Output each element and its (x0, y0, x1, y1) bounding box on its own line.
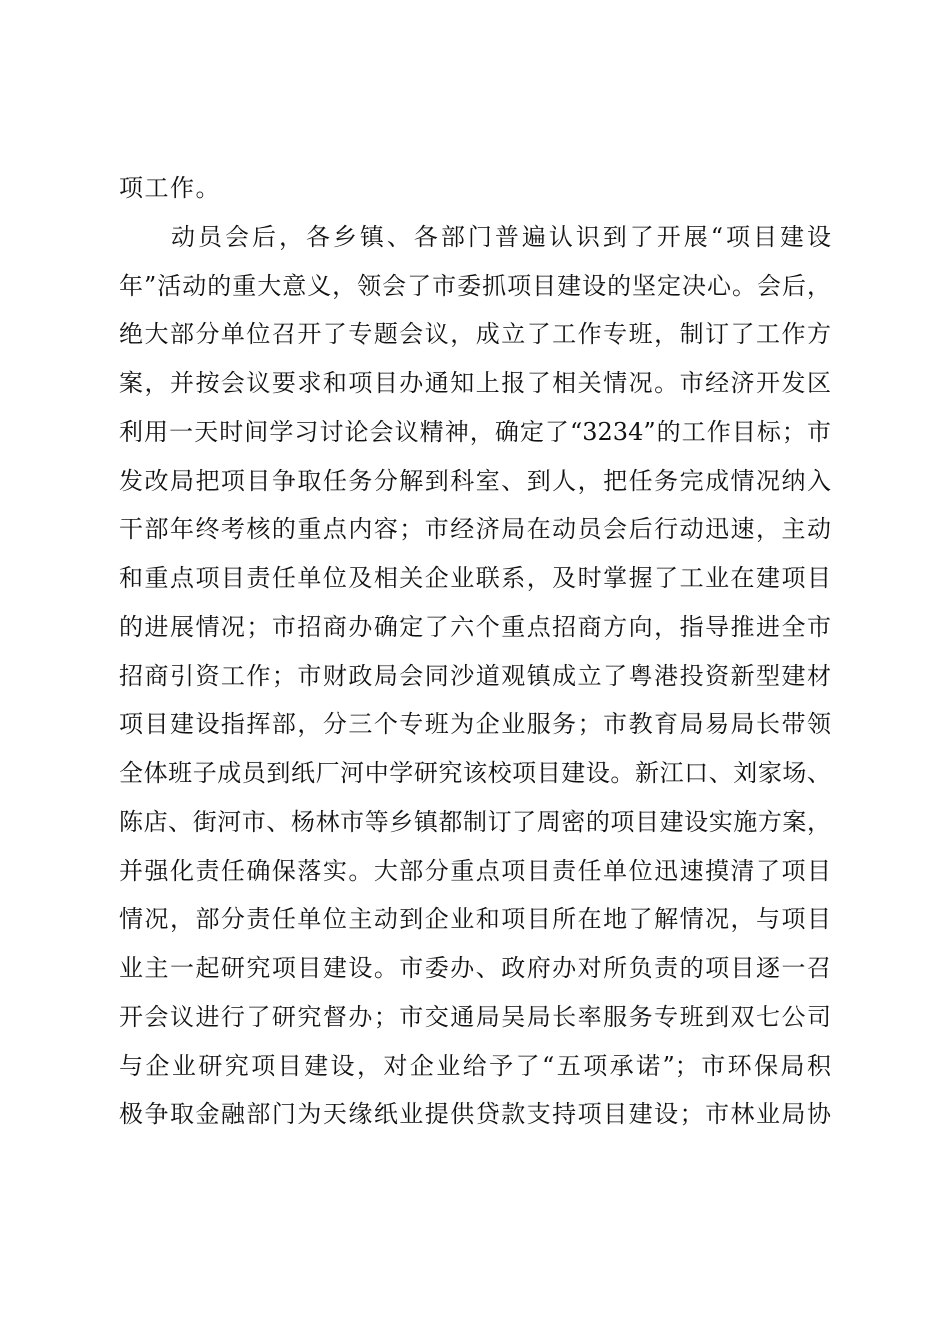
paragraph-line-20: 极争取金融部门为天缘纸业提供贷款支持项目建设；市林业局协 (119, 1100, 831, 1129)
paragraph-line-13: 全体班子成员到纸厂河中学研究该校项目建设。新江口、刘家场、 (119, 759, 831, 787)
paragraph-line-9: 和重点项目责任单位及相关企业联系，及时掌握了工业在建项目 (119, 564, 831, 592)
paragraph-line-12: 项目建设指挥部，分三个专班为企业服务；市教育局易局长带领 (119, 710, 831, 739)
paragraph-line-1: 项工作。 (119, 174, 221, 202)
paragraph-line-15: 并强化责任确保落实。大部分重点项目责任单位迅速摸清了项目 (119, 856, 831, 885)
paragraph-line-7: 发改局把项目争取任务分解到科室、到人，把任务完成情况纳入 (119, 466, 831, 495)
paragraph-line-17: 业主一起研究项目建设。市委办、政府办对所负责的项目逐一召 (119, 954, 831, 982)
paragraph-line-14: 陈店、街河市、杨林市等乡镇都制订了周密的项目建设实施方案， (119, 807, 831, 836)
paragraph-line-4: 绝大部分单位召开了专题会议，成立了工作专班，制订了工作方 (119, 320, 831, 349)
paragraph-line-19: 与企业研究项目建设，对企业给予了“五项承诺”；市环保局积 (119, 1051, 831, 1080)
paragraph-line-6: 利用一天时间学习讨论会议精神，确定了“3234”的工作目标；市 (119, 417, 831, 446)
paragraph-line-5: 案，并按会议要求和项目办通知上报了相关情况。市经济开发区 (119, 369, 831, 397)
paragraph-line-8: 干部年终考核的重点内容；市经济局在动员会后行动迅速，主动 (119, 515, 831, 544)
paragraph-line-18: 开会议进行了研究督办；市交通局吴局长率服务专班到双七公司 (119, 1002, 831, 1031)
paragraph-line-3: 年”活动的重大意义，领会了市委抓项目建设的坚定决心。会后， (119, 271, 831, 300)
paragraph-line-2: 动员会后，各乡镇、各部门普遍认识到了开展“项目建设 (171, 222, 831, 251)
paragraph-line-16: 情况，部分责任单位主动到企业和项目所在地了解情况，与项目 (119, 905, 831, 934)
paragraph-line-11: 招商引资工作；市财政局会同沙道观镇成立了粤港投资新型建材 (119, 661, 831, 690)
document-body (119, 164, 831, 1139)
paragraph-line-10: 的进展情况；市招商办确定了六个重点招商方向，指导推进全市 (119, 612, 831, 641)
